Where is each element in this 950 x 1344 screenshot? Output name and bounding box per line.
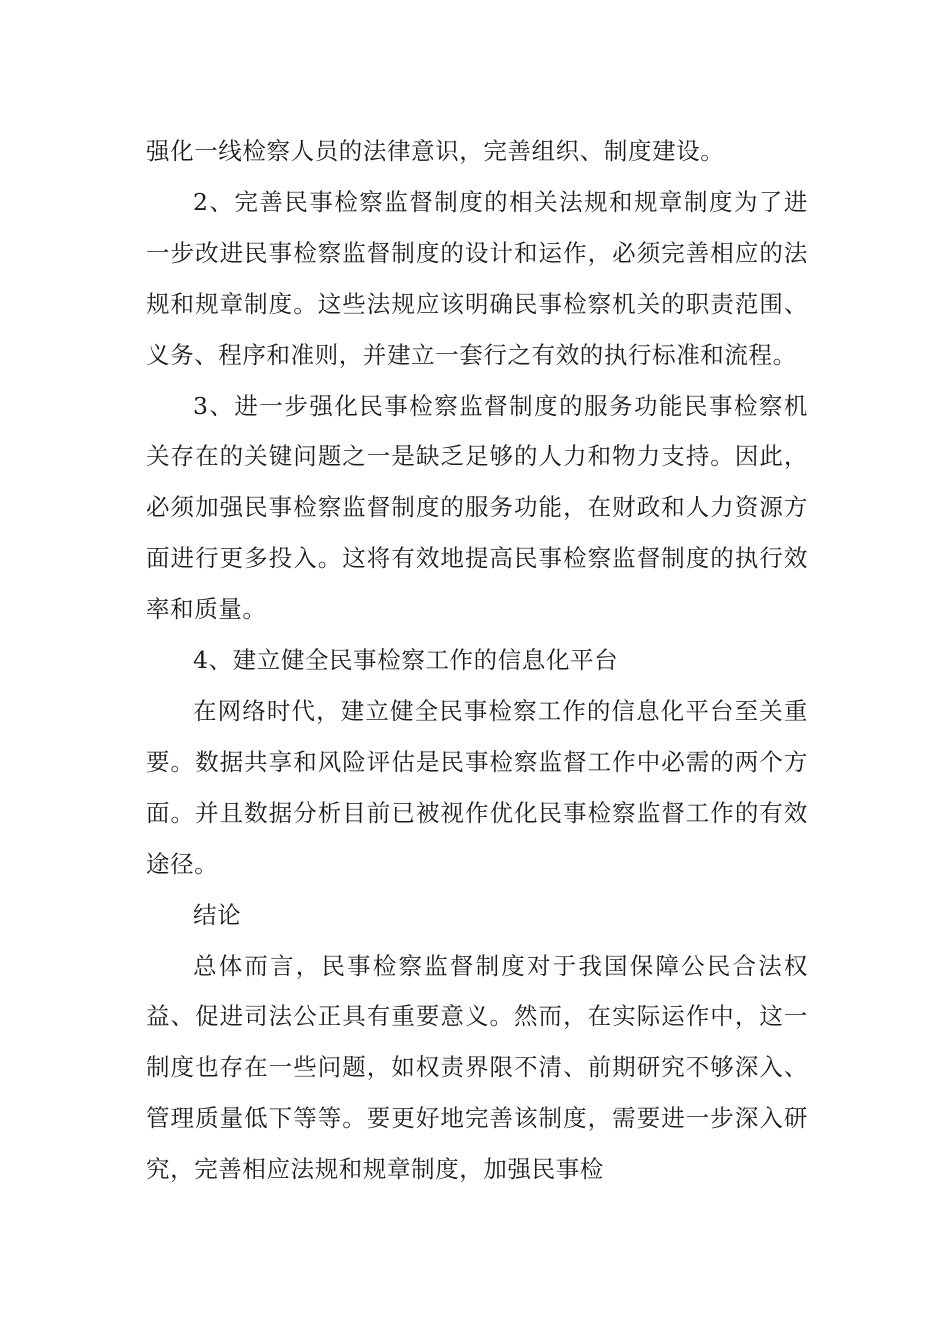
- paragraph-item-2: 2、完善民事检察监督制度的相关法规和规章制度为了进一步改进民事检察监督制度的设计和运作，必须完善相应的法规和规章制度。这些法规应该明确民事检察机关的职责范围、义务、程序和准则，并建立一套行之有效的执行标准和流程。: [146, 187, 808, 369]
- paragraph-item-4-body: 在网络时代，建立健全民事检察工作的信息化平台至关重要。数据共享和风险评估是民事检察监督工作中必需的两个方面。并且数据分析目前已被视作优化民事检察监督工作的有效途径。: [146, 696, 808, 878]
- heading-item-4: 4、建立健全民事检察工作的信息化平台: [193, 646, 619, 675]
- document-page: [146, 126, 808, 1195]
- paragraph-item-3: 3、进一步强化民事检察监督制度的服务功能民事检察机关存在的关键问题之一是缺乏足够的人力和物力支持。因此，必须加强民事检察监督制度的服务功能，在财政和人力资源方面进行更多投入。这将有效地提高民事检察监督制度的执行效率和质量。: [146, 391, 808, 624]
- section-heading-conclusion: 结论: [193, 900, 242, 929]
- paragraph-conclusion-body: 总体而言，民事检察监督制度对于我国保障公民合法权益、促进司法公正具有重要意义。然而，在实际运作中，这一制度也存在一些问题，如权责界限不清、前期研究不够深入、管理质量低下等等。要更好地完善该制度，需要进一步深入研究，完善相应法规和规章制度，加强民事检: [146, 951, 808, 1184]
- paragraph-continuation: 强化一线检察人员的法律意识，完善组织、制度建设。: [146, 137, 725, 165]
